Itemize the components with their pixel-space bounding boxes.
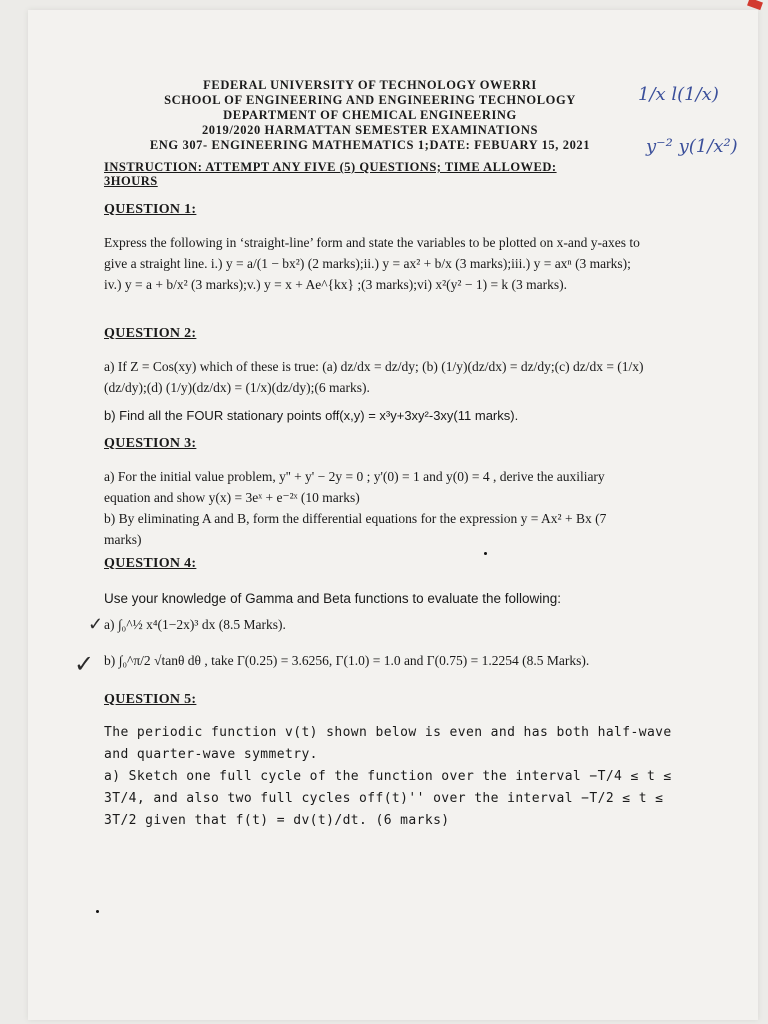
question-3-part-b: b) By eliminating A and B, form the differential equations for the expression y = Ax² + Bx (7 marks) xyxy=(104,511,607,547)
question-5-part-a: a) Sketch one full cycle of the function over the interval −T/4 ≤ t ≤ 3T/4, and also two full cycles off(t)'' over the interval −T/2 ≤ t ≤ 3T/2 given that f(t) = dv(t)/dt. (6 marks) xyxy=(104,769,672,828)
speck xyxy=(96,910,99,913)
instruction-line: INSTRUCTION: ATTEMPT ANY FIVE (5) QUESTIONS; TIME ALLOWED: xyxy=(104,160,557,174)
question-3-part-a: a) For the initial value problem, y'' + y' − 2y = 0 ; y'(0) = 1 and y(0) = 4 , derive the auxiliary equation and show y(x) = 3eˣ + e⁻²ˣ (10 marks) xyxy=(104,469,605,505)
question-4-intro: Use your knowledge of Gamma and Beta functions to evaluate the following: xyxy=(104,591,562,606)
course-and-date: ENG 307- ENGINEERING MATHEMATICS 1;DATE: FEBUARY 15, 2021 xyxy=(149,138,591,152)
margin-note-2: y⁻² y(1/x²) xyxy=(646,136,738,157)
question-5-intro: The periodic function v(t) shown below is even and has both half-wave and quarter-wave symmetry. xyxy=(104,725,672,762)
check-mark-icon: ✓ xyxy=(74,652,95,678)
question-1-heading: QUESTION 1: xyxy=(104,202,197,217)
check-mark-icon: ✓ xyxy=(88,614,104,634)
speck xyxy=(484,552,487,555)
question-1-text: Express the following in ‘straight-line’ form and state the variables to be plotted on x-and y-axes to give a straight line. i.) y = a/(1 − bx²) (2 marks);ii.) y = ax² + b/x (3 marks);iii.) y = axⁿ (3 marks); iv.) y = a + b/x² (3 marks);v.) y = x + Ae^{kx} ;(3 marks);vi) x²(y² − 1) = k (3 marks). xyxy=(104,235,640,292)
time-allowed: 3HOURS xyxy=(104,174,158,188)
instruction xyxy=(104,160,644,188)
school-name: SCHOOL OF ENGINEERING AND ENGINEERING TECHNOLOGY xyxy=(164,93,576,107)
question-2-part-a: a) If Z = Cos(xy) which of these is true: (a) dz/dx = dz/dy; (b) (1/y)(dz/dx) = dz/dy;(c) dz/dx = (1/x)(dz/dy);(d) (1/y)(dz/dx) = (1/x)(dz/dy);(6 marks). xyxy=(104,359,644,395)
exam-header xyxy=(100,78,640,153)
question-5-heading: QUESTION 5: xyxy=(104,692,197,707)
university-name: FEDERAL UNIVERSITY OF TECHNOLOGY OWERRI xyxy=(203,78,537,92)
exam-session: 2019/2020 HARMATTAN SEMESTER EXAMINATIONS xyxy=(201,123,539,137)
question-2-heading: QUESTION 2: xyxy=(104,326,197,341)
margin-note-1: 1/x l(1/x) xyxy=(638,84,719,105)
question-4-heading: QUESTION 4: xyxy=(104,556,197,571)
question-4-part-a: a) ∫₀^½ x⁴(1−2x)³ dx (8.5 Marks). xyxy=(104,617,286,632)
corner-mark xyxy=(747,0,763,10)
department-name: DEPARTMENT OF CHEMICAL ENGINEERING xyxy=(223,108,517,122)
question-2-part-b: b) Find all the FOUR stationary points off(x,y) = x³y+3xy²-3xy(11 marks). xyxy=(104,408,519,423)
question-4-part-b: b) ∫₀^π/2 √tanθ dθ , take Γ(0.25) = 3.6256, Γ(1.0) = 1.0 and Γ(0.75) = 1.2254 (8.5 Marks). xyxy=(104,653,590,668)
question-3-heading: QUESTION 3: xyxy=(104,436,197,451)
